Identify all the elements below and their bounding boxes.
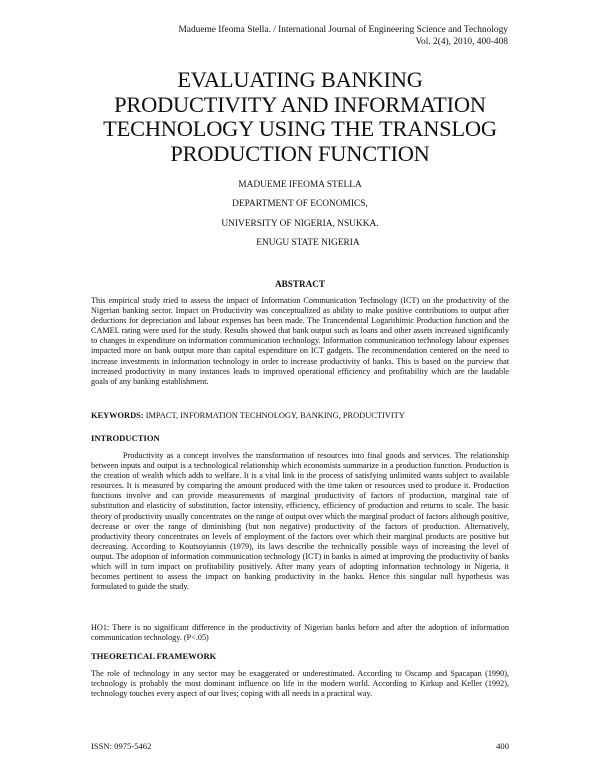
keywords-value: IMPACT, INFORMATION TECHNOLOGY, BANKING, PRODUCTIVITY <box>145 411 405 420</box>
hypothesis-statement: HO1: There is no significant difference in the productivity of Nigerian banks before and after the adoption of information communication technology. (P<.05) <box>91 623 509 643</box>
abstract-text: This empirical study tried to assess the impact of Information Communication Technology (ICT) on the productivity of the Nigerian banking sector. Impact on Productivity was conceptualized as ability to make positive contributions to output after deductions for depreciation and labour expenses has been made. The Trancendental Logarithimic Production function and the CAMEL rating were used for the study. Results showed that bank output such as loans and other assets increased significantly to changes in expenditure on information communication technology. Information communication technology labour expenses impacted more on bank output more than capital expenditure on ICT gadgets. The recommendation centered on the need to increase investments in information technology in order to increase productivity of banks. This is based on the purview that increased productivity in many instances leads to improved operational efficiency and profitability which are the laudable goals of any banking establishment. <box>91 296 509 386</box>
author-name: MADUEME IFEOMA STELLA <box>238 180 362 190</box>
author-university: UNIVERSITY OF NIGERIA, NSUKKA. <box>221 219 379 229</box>
introduction-heading: INTRODUCTION <box>91 433 160 443</box>
theoretical-framework-heading: THEORETICAL FRAMEWORK <box>91 651 217 661</box>
author-location: ENUGU STATE NIGERIA <box>256 238 360 248</box>
keywords-label: KEYWORDS: <box>91 411 144 420</box>
title-line: TECHNOLOGY USING THE TRANSLOG <box>103 116 497 142</box>
title-line: PRODUCTIVITY AND INFORMATION <box>114 91 486 117</box>
title-line: EVALUATING BANKING <box>177 67 423 92</box>
author-department: DEPARTMENT OF ECONOMICS, <box>232 199 368 209</box>
running-header <box>88 24 508 48</box>
keywords-line <box>91 411 509 420</box>
footer-page-number: 400 <box>496 741 509 751</box>
introduction-paragraph: Productivity as a concept involves the transformation of resources into final goods and services. The relationship between inputs and output is a technological relationship which economists summarize in a production function. Production is the creation of wealth which adds to welfare. It is a vital link in the process of satisfying unlimited wants subject to available resources. It is measured by comparing the amount produced with the time taken or resources used to produce it. Production functions involve and can provide measurements of marginal productivity of factors of production, marginal rate of substitution and elasticity of substitution, factor intensity, efficiency, efficiency of production and returns to scale. The basic theory of productivity usually concentrates on the range of output over which the marginal product of factors although positive, decrease or over the range of diminishing (but non negative) productivity of the factors of production. Alternatively, productivity theory concentrates on levels of employment of the factors over which their marginal products are positive but decreasing. According to Koutsoyiannis (1979), its laws describe the technically possible ways of increasing the level of output. The adoption of information communication technology (ICT) in banks is aimed at improving the productivity of banks which will in turn impact on profitability positively. After many years of adopting information technology in Nigeria, it becomes pertinent to assess the impact on banking productivity in the banks. Hence this singular null hypothesis was formulated to guide the study. <box>91 451 509 592</box>
paper-title <box>60 68 540 166</box>
running-header-volume: Vol. 2(4), 2010, 400-408 <box>415 37 508 47</box>
footer-issn: ISSN: 0975-5462 <box>91 741 152 751</box>
theoretical-framework-paragraph: The role of technology in any sector may be exaggerated or underestimated. According to Oscamp and Spacapan (1990), technology is probably the most dominant influence on life in the modern world. According to Kirkup and Keller (1992), technology touches every aspect of our lives; coping with all needs in a practical way. <box>91 669 509 699</box>
running-header-citation: Madueme Ifeoma Stella. / International Journal of Engineering Science and Technology <box>178 25 508 35</box>
abstract-heading: ABSTRACT <box>274 279 326 289</box>
title-line: PRODUCTION FUNCTION <box>170 140 430 166</box>
